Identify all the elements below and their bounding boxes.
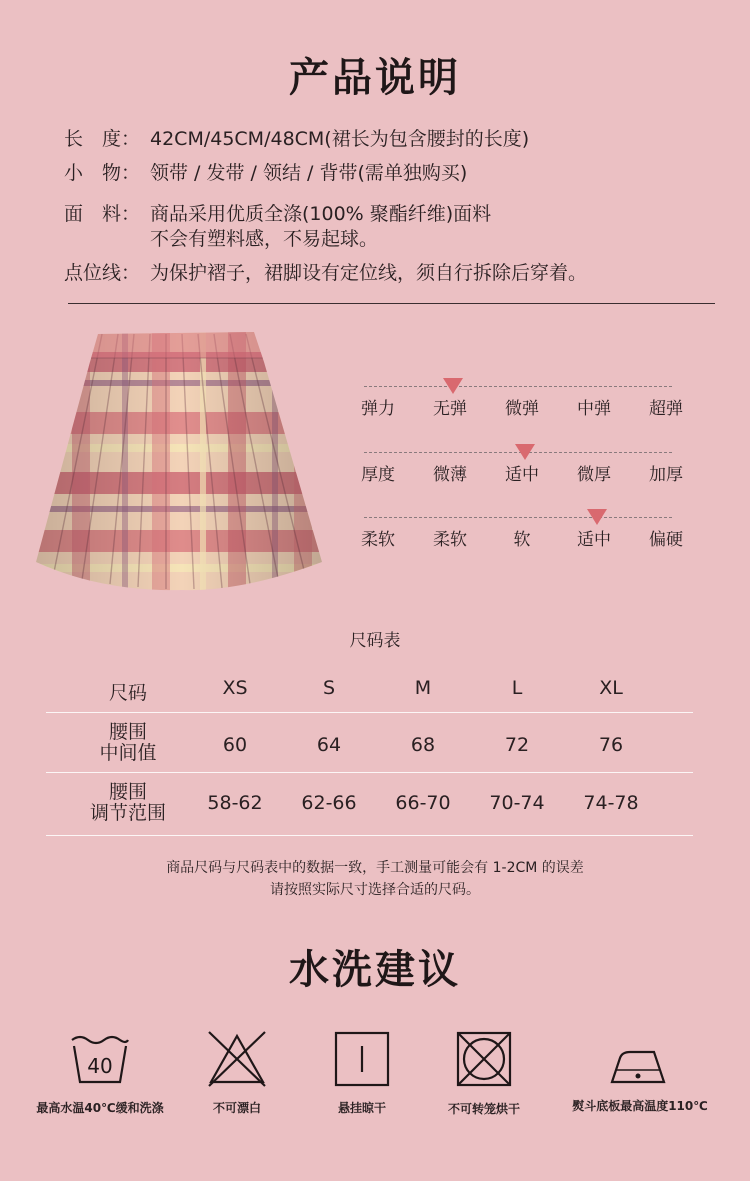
table-rule xyxy=(46,772,693,773)
table-row-label xyxy=(78,782,178,824)
wash-label: 熨斗底板最高温度110℃ xyxy=(572,1099,708,1113)
spec-value: 为保护褶子，裙脚设有定位线，须自行拆除后穿着。 xyxy=(150,262,588,284)
size-note-line2: 请按照实际尺寸选择合适的尺码。 xyxy=(270,882,480,898)
size-header-xl: XL xyxy=(599,677,623,699)
no-bleach-icon xyxy=(205,1030,269,1088)
table-cell: 62-66 xyxy=(301,792,357,814)
row-label-line: 中间值 xyxy=(99,742,157,764)
scale-option: 微薄 xyxy=(433,465,467,485)
table-cell: 68 xyxy=(410,734,436,756)
scale-marker-icon xyxy=(515,444,535,460)
size-header-label: 尺码 xyxy=(108,682,147,704)
scale-marker-icon xyxy=(443,378,463,394)
scale-option: 微厚 xyxy=(577,465,611,485)
table-cell: 58-62 xyxy=(207,792,263,814)
spec-value: 42CM/45CM/48CM(裙长为包含腰封的长度) xyxy=(150,128,530,150)
table-cell: 74-78 xyxy=(583,792,639,814)
scale-option: 无弹 xyxy=(433,399,467,419)
scale-option: 偏硬 xyxy=(649,530,683,550)
row-label-line: 腰围 xyxy=(108,781,147,803)
spec-length xyxy=(64,126,529,152)
table-row-label xyxy=(80,722,176,764)
wash-title: 水洗建议 xyxy=(289,946,461,993)
scale-option: 中弹 xyxy=(577,399,611,419)
size-table-caption: 尺码表 xyxy=(349,631,401,651)
scale-option: 微弹 xyxy=(505,399,539,419)
table-rule xyxy=(46,835,693,836)
table-cell: 66-70 xyxy=(395,792,451,814)
wash-temp-text: 40 xyxy=(87,1054,113,1078)
size-note-line1: 商品尺码与尺码表中的数据一致，手工测量可能会有 1-2CM 的误差 xyxy=(166,860,584,876)
scale-option: 软 xyxy=(513,530,531,550)
scale-option: 加厚 xyxy=(649,465,683,485)
scale-title: 柔软 xyxy=(361,530,395,550)
size-header-l: L xyxy=(511,677,523,699)
spec-label: 小 物： xyxy=(64,162,141,184)
spec-label: 面 料： xyxy=(64,203,141,225)
wash-40-icon xyxy=(68,1030,132,1088)
row-label-line: 腰围 xyxy=(108,721,147,743)
iron-110-icon xyxy=(606,1034,670,1092)
table-cell: 72 xyxy=(504,734,530,756)
table-cell: 64 xyxy=(316,734,342,756)
size-header-xs: XS xyxy=(222,677,248,699)
spec-value: 商品采用优质全涤(100% 聚酯纤维)面料 xyxy=(150,203,492,225)
wash-label: 最高水温40℃缓和洗涤 xyxy=(36,1101,164,1115)
table-cell: 70-74 xyxy=(489,792,545,814)
row-label-line: 调节范围 xyxy=(89,802,166,824)
table-rule xyxy=(46,712,693,713)
scale-title: 弹力 xyxy=(361,399,395,419)
spec-fabric-line2: 不会有塑料感，不易起球。 xyxy=(150,228,379,250)
product-title: 产品说明 xyxy=(289,54,461,101)
scale-option: 超弹 xyxy=(649,399,683,419)
size-header-m: M xyxy=(414,677,432,699)
section-divider xyxy=(68,303,715,304)
no-tumble-dry-icon xyxy=(452,1030,516,1088)
scale-option: 柔软 xyxy=(433,530,467,550)
table-cell: 60 xyxy=(222,734,248,756)
scale-line xyxy=(364,517,672,518)
spec-guide-line xyxy=(64,260,587,286)
scale-marker-icon xyxy=(587,509,607,525)
wash-label: 悬挂晾干 xyxy=(337,1101,386,1115)
spec-label: 点位线： xyxy=(64,262,141,284)
table-cell: 76 xyxy=(598,734,624,756)
wash-label: 不可转笼烘干 xyxy=(447,1102,520,1116)
size-header-s: S xyxy=(322,677,336,699)
scale-option: 适中 xyxy=(577,530,611,550)
scale-line xyxy=(364,386,672,387)
wash-label: 不可漂白 xyxy=(212,1101,261,1115)
plaid-skirt-image xyxy=(32,322,332,594)
spec-value: 领带 / 发带 / 领结 / 背带(需单独购买) xyxy=(150,162,468,184)
scale-option: 适中 xyxy=(505,465,539,485)
spec-label: 长 度： xyxy=(64,128,141,150)
hang-dry-icon xyxy=(330,1030,394,1088)
scale-title: 厚度 xyxy=(361,465,395,485)
spec-accessories xyxy=(64,160,467,186)
spec-fabric xyxy=(64,201,491,227)
